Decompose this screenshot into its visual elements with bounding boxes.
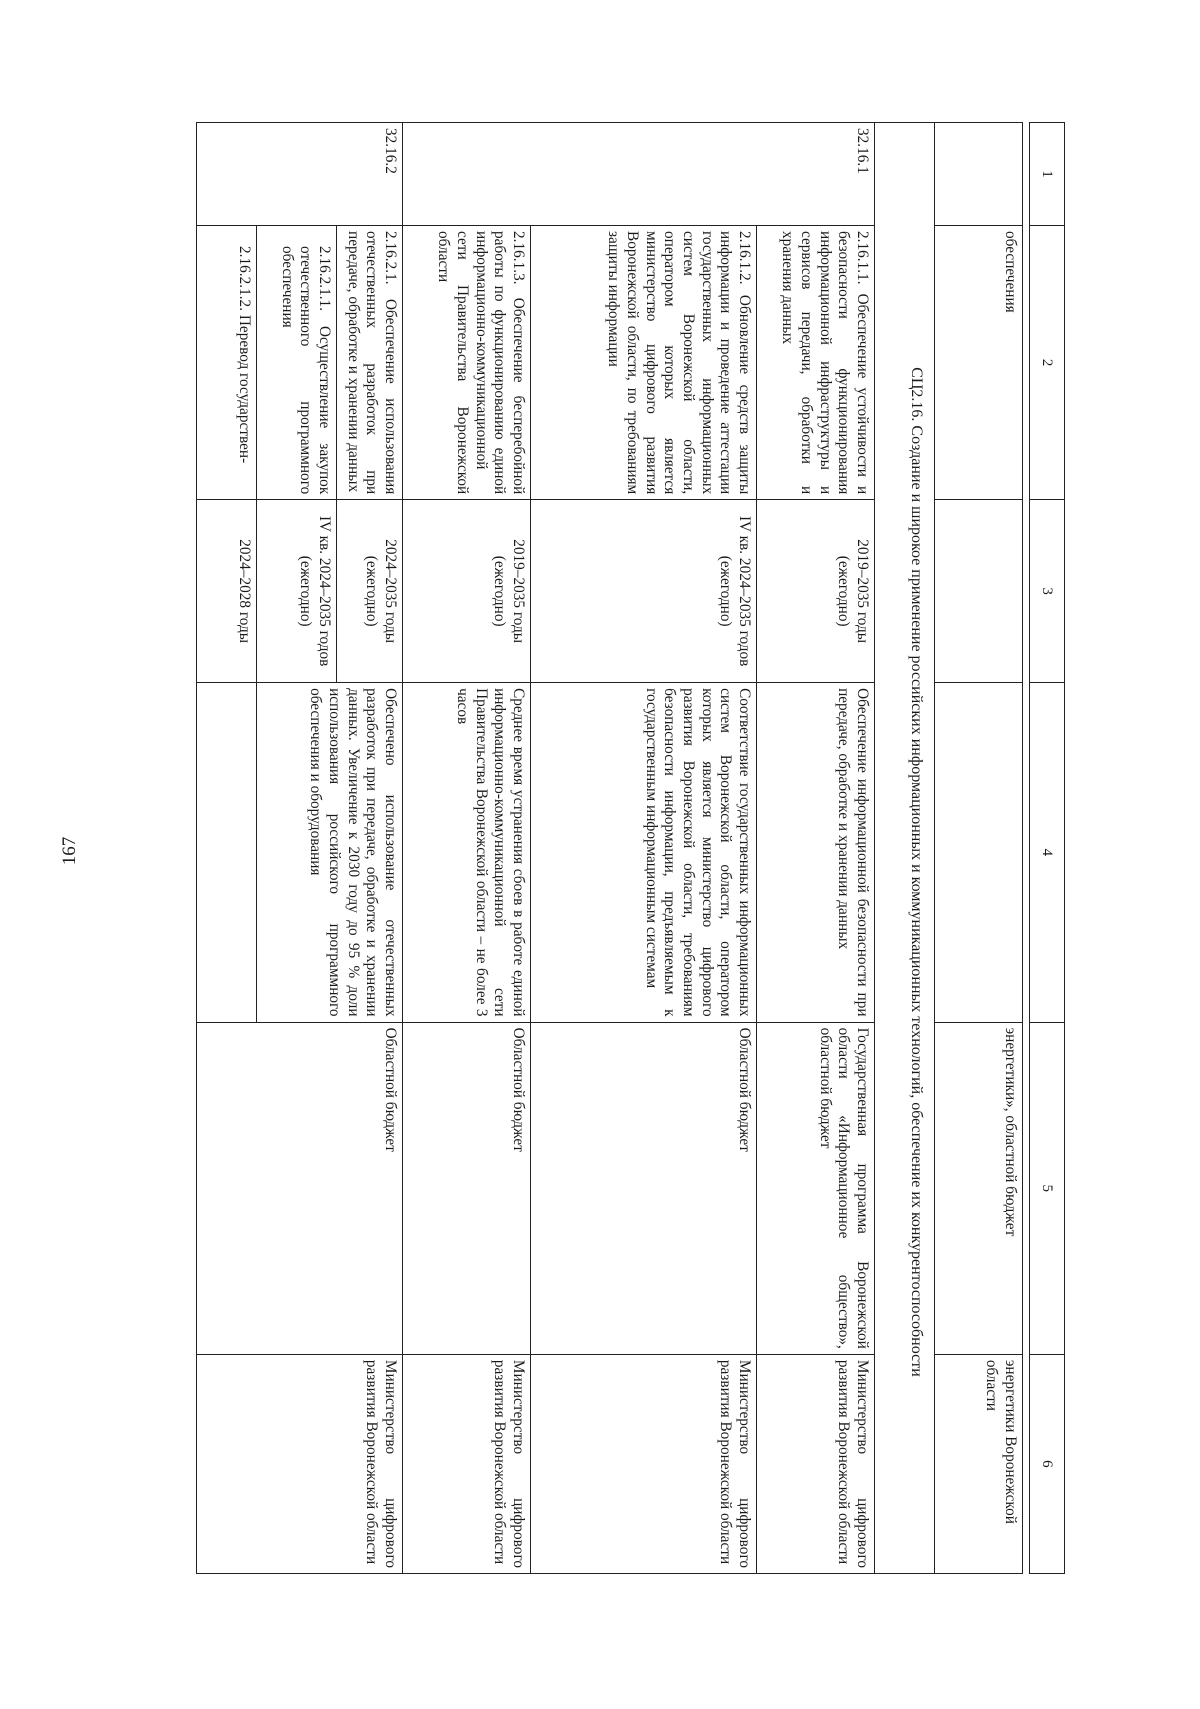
result-cell: Обеспечение информационной безопасности при передаче, обработке и хранении данных: [757, 683, 875, 1023]
continued-task-cell: обеспечения: [935, 226, 1023, 500]
period-cell: 2019–2035 годы (ежегодно): [403, 500, 531, 683]
task-cell: 2.16.2.1. Обеспечение использования отечественных разработок при передаче, обработке и хранении данных: [337, 226, 403, 500]
subtask-cell: 2.16.2.1.2. Перевод государствен-: [197, 226, 257, 500]
subtask-cell: 2.16.2.1.1. Осуществление закупок отечественного программного обеспечения: [257, 226, 337, 500]
period-cell: IV кв. 2024–2035 годов (ежегодно): [531, 500, 757, 683]
column-header: 4: [1030, 683, 1065, 1023]
executor-cell: Министерство цифрового развития Воронежской области: [197, 1354, 403, 1573]
period-cell: 2024–2028 годы: [197, 500, 257, 683]
source-cell: Областной бюджет: [197, 1022, 403, 1354]
period-cell: 2019–2035 годы (ежегодно): [757, 500, 875, 683]
continued-executor-cell: энергетики Воронежской области: [935, 1354, 1023, 1573]
table-row: [337, 123, 403, 1574]
column-header: 6: [1030, 1354, 1065, 1573]
section-row: [875, 123, 935, 1574]
task-cell: 2.16.1.3. Обеспечение бесперебойной работы по функционированию единой информационно-коммуникационной сети Правительства Воронежской области: [403, 226, 531, 500]
column-header: 5: [1030, 1022, 1065, 1354]
table-row: [757, 123, 875, 1574]
executor-cell: Министерство цифрового развития Воронежской области: [403, 1354, 531, 1573]
row-code: 32.16.1: [403, 123, 875, 226]
period-cell: IV кв. 2024–2035 годов (ежегодно): [257, 500, 337, 683]
section-title: СЦ2.16. Создание и широкое применение российских информационных и коммуникационных технологий, обеспечение их конкурентоспособности: [875, 123, 935, 1574]
page-number: 167: [59, 836, 80, 866]
table-row: [403, 123, 531, 1574]
continued-source-cell: энергетики», областной бюджет: [935, 1022, 1023, 1354]
double-rule: [1023, 123, 1030, 1574]
result-cell: Соответствие государственных информационных систем Воронежской области, оператором которых является министерство цифрового развития Воронежской области, требованиям безопасности информации, предъявляемым к государственным информационным системам: [531, 683, 757, 1023]
column-header: 2: [1030, 226, 1065, 500]
column-number-row: [1030, 123, 1065, 1574]
plan-table: [196, 122, 1065, 1574]
task-cell: 2.16.1.1. Обеспечение устойчивости и безопасности функционирования информационной инфраструктуры и сервисов передачи, обработки и хранения данных: [757, 226, 875, 500]
period-cell: 2024–2035 годы (ежегодно): [337, 500, 403, 683]
rotated-table-page: [132, 122, 1065, 1574]
task-cell: 2.16.1.2. Обновление средств защиты информации и проведение аттестации государственных информационных систем Воронежской области, оператором которых является министерство цифрового развития Воронежской области, по требованиям защиты информации: [531, 226, 757, 500]
executor-cell: Министерство цифрового развития Воронежской области: [757, 1354, 875, 1573]
result-cell: Обеспечено использование отечественных разработок при передаче, обработке и хранении данных. Увеличение к 2030 году до 95 % доли использования российского программного обеспечения и оборудования: [257, 683, 403, 1023]
source-cell: Областной бюджет: [403, 1022, 531, 1354]
column-header: 3: [1030, 500, 1065, 683]
source-cell: Государственная программа Воронежской области «Информационное общество», областной бюджет: [757, 1022, 875, 1354]
table-row: [531, 123, 757, 1574]
column-header: 1: [1030, 123, 1065, 226]
executor-cell: Министерство цифрового развития Воронежской области: [531, 1354, 757, 1573]
result-cell: Среднее время устранения сбоев в работе единой информационно-коммуникационной сети Правительства Воронежской области – не более 3 часов: [403, 683, 531, 1023]
continuation-row: [935, 123, 1023, 1574]
row-code: 32.16.2: [197, 123, 403, 226]
source-cell: Областной бюджет: [531, 1022, 757, 1354]
